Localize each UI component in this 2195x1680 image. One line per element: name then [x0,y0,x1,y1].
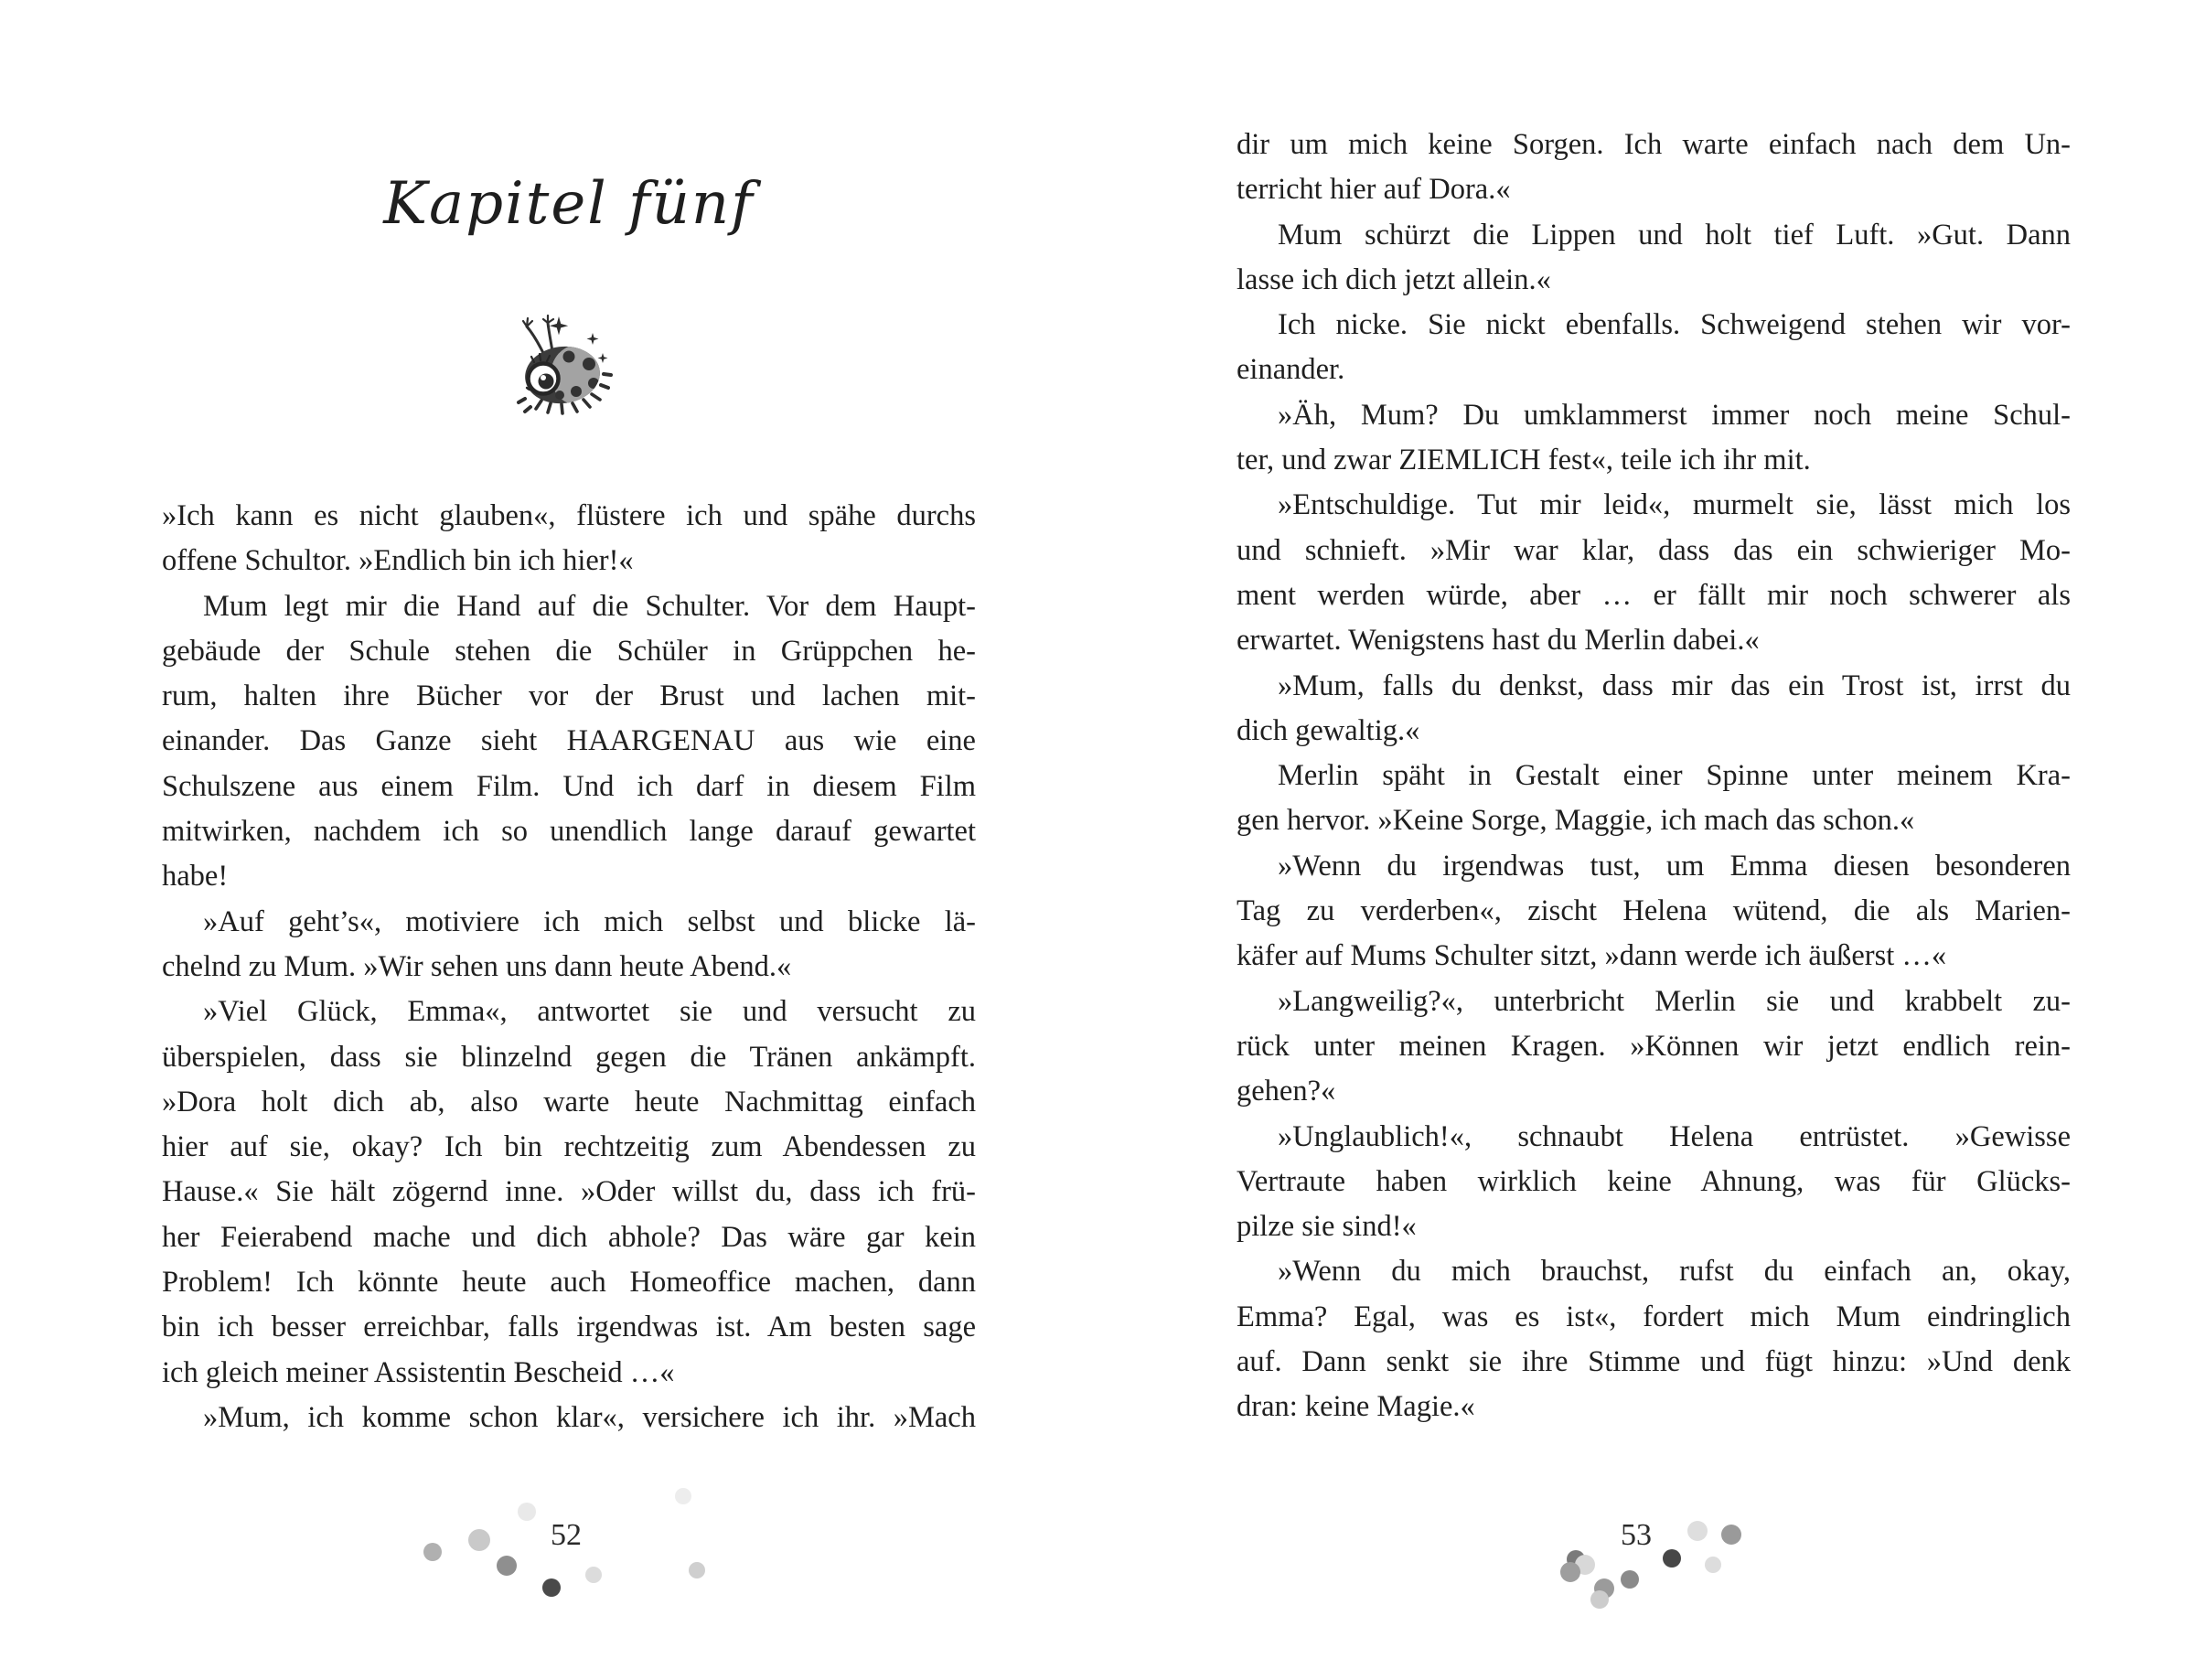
text-line: ich gleich meiner Assistentin Bescheid …« [162,1355,675,1389]
decor-dot [1590,1590,1609,1609]
text-line: einander. Das Ganze sieht HAARGENAU aus wie eine [162,724,976,758]
text-line: Tag zu verderben«, zischt Helena wütend, die als Marien- [1237,894,2071,928]
text-line: »Wenn du irgendwas tust, um Emma diesen besonderen [1278,849,2071,883]
decor-dot [518,1503,536,1521]
text-line: dich gewaltig.« [1237,713,1420,747]
decor-dot [542,1578,561,1597]
text-line: auf. Dann senkt sie ihre Stimme und fügt hinzu: »Und denk [1237,1345,2071,1379]
ladybug-illustration [509,315,616,419]
text-line: Emma? Egal, was es ist«, fordert mich Mum eindringlich [1237,1300,2071,1333]
decor-dot [1663,1549,1681,1568]
text-line: überspielen, dass sie blinzelnd gegen die Tränen ankämpft. [162,1040,976,1074]
text-line: gebäude der Schule stehen die Schüler in Grüppchen he- [162,634,976,668]
text-line: Schulszene aus einem Film. Und ich darf in diesem Film [162,769,976,803]
text-line: Merlin späht in Gestalt einer Spinne unter meinem Kra- [1278,759,2071,793]
text-line: Mum legt mir die Hand auf die Schulter. Vor dem Haupt- [203,589,976,623]
text-line: »Dora holt dich ab, also warte heute Nachmittag einfach [162,1085,976,1118]
text-line: »Entschuldige. Tut mir leid«, murmelt sie, lässt mich los [1278,488,2071,522]
text-line: »Auf geht’s«, motiviere ich mich selbst und blicke lä- [203,904,976,938]
left-page-text [162,494,976,1440]
text-line: dran: keine Magie.« [1237,1390,1475,1424]
right-page-number: 53 [1621,1518,1652,1552]
chapter-title: Kapitel fünf [383,170,755,238]
text-line: »Ich kann es nicht glauben«, flüstere ich und spähe durchs [162,499,976,532]
decor-dot [689,1562,705,1578]
text-line: mitwirken, nachdem ich so unendlich lange darauf gewartet [162,815,976,849]
decor-dot [423,1543,442,1561]
decor-dot [585,1567,602,1583]
decor-dot [1621,1570,1639,1589]
text-line: erwartet. Wenigstens hast du Merlin dabei.« [1237,624,1760,658]
text-line: chelnd zu Mum. »Wir sehen uns dann heute Abend.« [162,949,792,983]
text-line: »Mum, ich komme schon klar«, versichere ich ihr. »Mach [203,1400,976,1434]
decor-dot [468,1529,490,1551]
text-line: her Feierabend mache und dich abhole? Das wäre gar kein [162,1220,976,1254]
text-line: gen hervor. »Keine Sorge, Maggie, ich mach das schon.« [1237,804,1915,838]
text-line: hier auf sie, okay? Ich bin rechtzeitig zum Abendessen zu [162,1130,976,1164]
text-line: »Viel Glück, Emma«, antwortet sie und versucht zu [203,995,976,1029]
decor-dot [1560,1562,1580,1582]
text-line: ment werden würde, aber … er fällt mir noch schwerer als [1237,578,2071,612]
text-line: ter, und zwar ZIEMLICH fest«, teile ich ihr mit. [1237,444,1811,477]
text-line: dir um mich keine Sorgen. Ich warte einfach nach dem Un- [1237,128,2071,161]
text-line: Ich nicke. Sie nickt ebenfalls. Schweigend stehen wir vor- [1278,308,2071,342]
text-line: terricht hier auf Dora.« [1237,173,1511,207]
text-line: »Mum, falls du denkst, dass mir das ein Trost ist, irrst du [1278,669,2071,702]
decor-dot [1705,1557,1721,1573]
text-line: einander. [1237,353,1345,387]
text-line: Mum schürzt die Lippen und holt tief Luft. »Gut. Dann [1278,218,2071,251]
text-line: rum, halten ihre Bücher vor der Brust und lachen mit- [162,679,976,713]
text-line: käfer auf Mums Schulter sitzt, »dann werde ich äußerst …« [1237,939,1947,973]
text-line: »Unglaublich!«, schnaubt Helena entrüstet. »Gewisse [1278,1119,2071,1153]
text-line: offene Schultor. »Endlich bin ich hier!« [162,544,634,578]
right-page-text [1237,123,2071,1430]
text-line: gehen?« [1237,1075,1336,1108]
text-line: »Äh, Mum? Du umklammerst immer noch meine Schul- [1278,398,2071,432]
ladybug-icon [509,315,616,419]
text-line: Hause.« Sie hält zögernd inne. »Oder willst du, dass ich frü- [162,1175,976,1209]
text-line: rück unter meinen Kragen. »Können wir jetzt endlich rein- [1237,1029,2071,1063]
text-line: »Langweilig?«, unterbricht Merlin sie und krabbelt zu- [1278,984,2071,1018]
text-line: Problem! Ich könnte heute auch Homeoffice machen, dann [162,1266,976,1300]
decor-dot [675,1488,691,1504]
left-page-number: 52 [551,1518,582,1552]
text-line: lasse ich dich jetzt allein.« [1237,262,1551,296]
text-line: pilze sie sind!« [1237,1210,1417,1244]
decor-dot [1721,1525,1741,1545]
text-line: und schnieft. »Mir war klar, dass das ein schwieriger Mo- [1237,533,2071,567]
text-line: »Wenn du mich brauchst, rufst du einfach an, okay, [1278,1255,2071,1289]
text-line: habe! [162,860,229,894]
decor-dot [1687,1521,1708,1541]
text-line: Vertraute haben wirklich keine Ahnung, was für Glücks- [1237,1164,2071,1198]
text-line: bin ich besser erreichbar, falls irgendwas ist. Am besten sage [162,1311,976,1344]
decor-dot [497,1556,517,1576]
